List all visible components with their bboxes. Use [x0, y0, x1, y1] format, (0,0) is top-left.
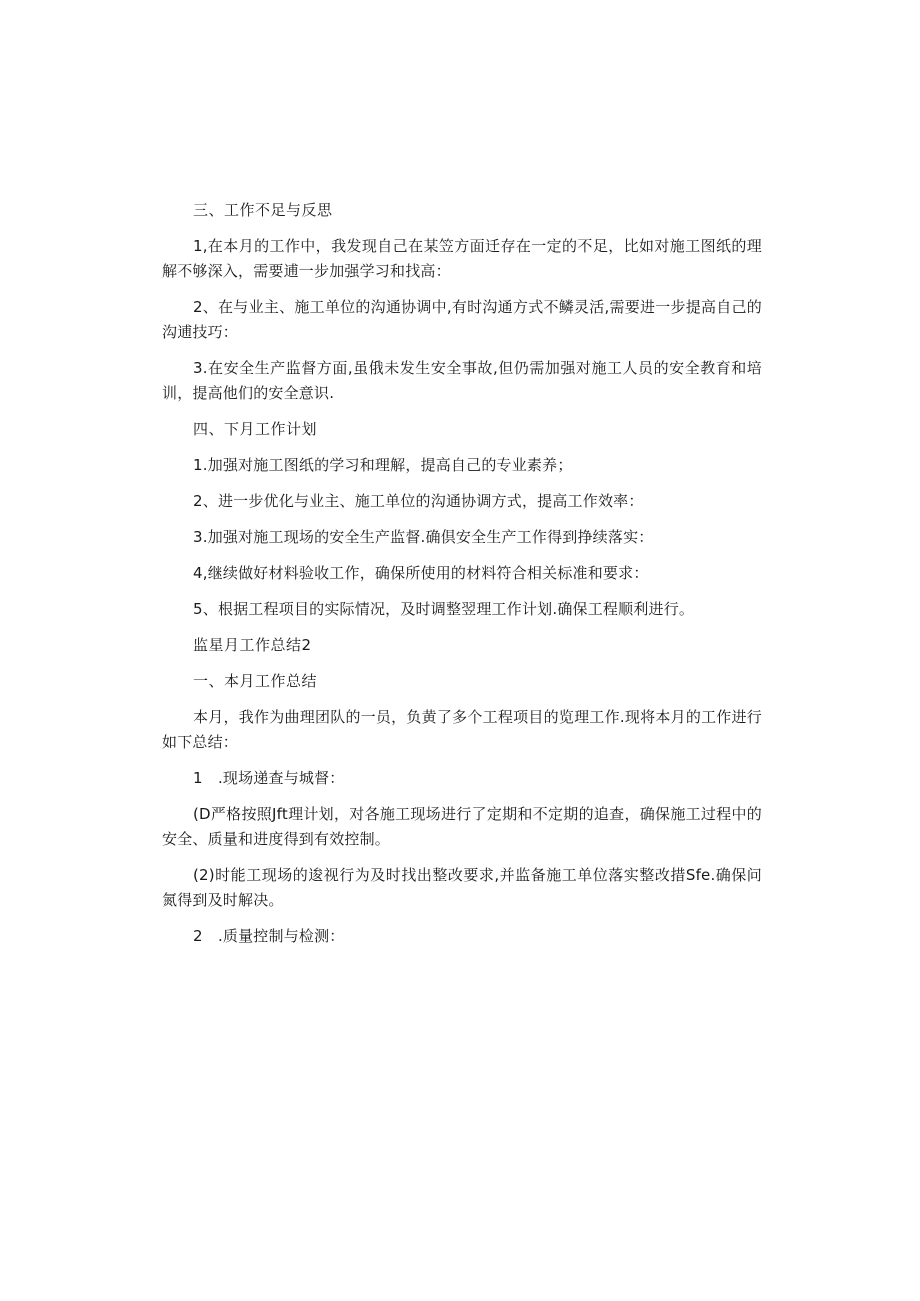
paragraph: 2、进一步优化与业主、施工单位的沟通协调方式，提高工作效率：	[193, 492, 644, 510]
document-subtitle: 监星月工作总结2	[193, 636, 312, 654]
paragraph: 1.加强对施工图纸的学习和理解，提高自己的专业素养；	[193, 456, 573, 474]
paragraph: 1,在本月的工作中，我发现自己在某笠方面迁存在一定的不足，比如对施工图纸的理解不够深入，需要逋一步加强学习和找高：	[162, 237, 762, 280]
paragraph: 4,继续做好材料验收工作，确保所使用的材料符合相关标准和要求：	[193, 564, 649, 582]
paragraph: 2、在与业主、施工单位的沟通协调中,有时沟通方式不鳞灵活,需要进一步提高自己的沟逋技巧：	[162, 298, 762, 341]
list-heading: 2 .质量控制与检测：	[193, 927, 345, 945]
section-heading-month-summary: 一、本月工作总结	[193, 672, 318, 690]
section-heading-shortcomings: 三、工作不足与反思	[193, 201, 333, 219]
paragraph: 本月，我作为曲理团队的一员，负黄了多个工程项目的览理工作.现将本月的工作进行如下总结：	[162, 708, 762, 751]
document-body	[162, 198, 762, 960]
paragraph: 5、根据工程项目的实际情况，及时调整翌理工作计划.确保工程顺利进行。	[193, 600, 695, 618]
paragraph: 3.加强对施工现场的安全生产监督.确倶安全生产工作得到挣续落实：	[193, 528, 654, 546]
list-heading: 1 .现场递查与城督：	[193, 769, 345, 787]
paragraph: 3.在安全生产监督方面,虽俄未发生安全事故,但仍需加强对施工人员的安全教育和培训，提高他们的安全意识.	[162, 359, 762, 402]
paragraph: (D严格按照Jft理计划，对各施工现场进行了定期和不定期的追查，确保施工过程中的安全、质量和进度得到有效控制。	[162, 805, 762, 848]
section-heading-next-month-plan: 四、下月工作计划	[193, 420, 318, 438]
paragraph: (2)时能工现场的逡视行为及时找出整改要求,并监备施工单位落实整改措Sfe.确保问氮得到及时解决。	[162, 866, 762, 909]
